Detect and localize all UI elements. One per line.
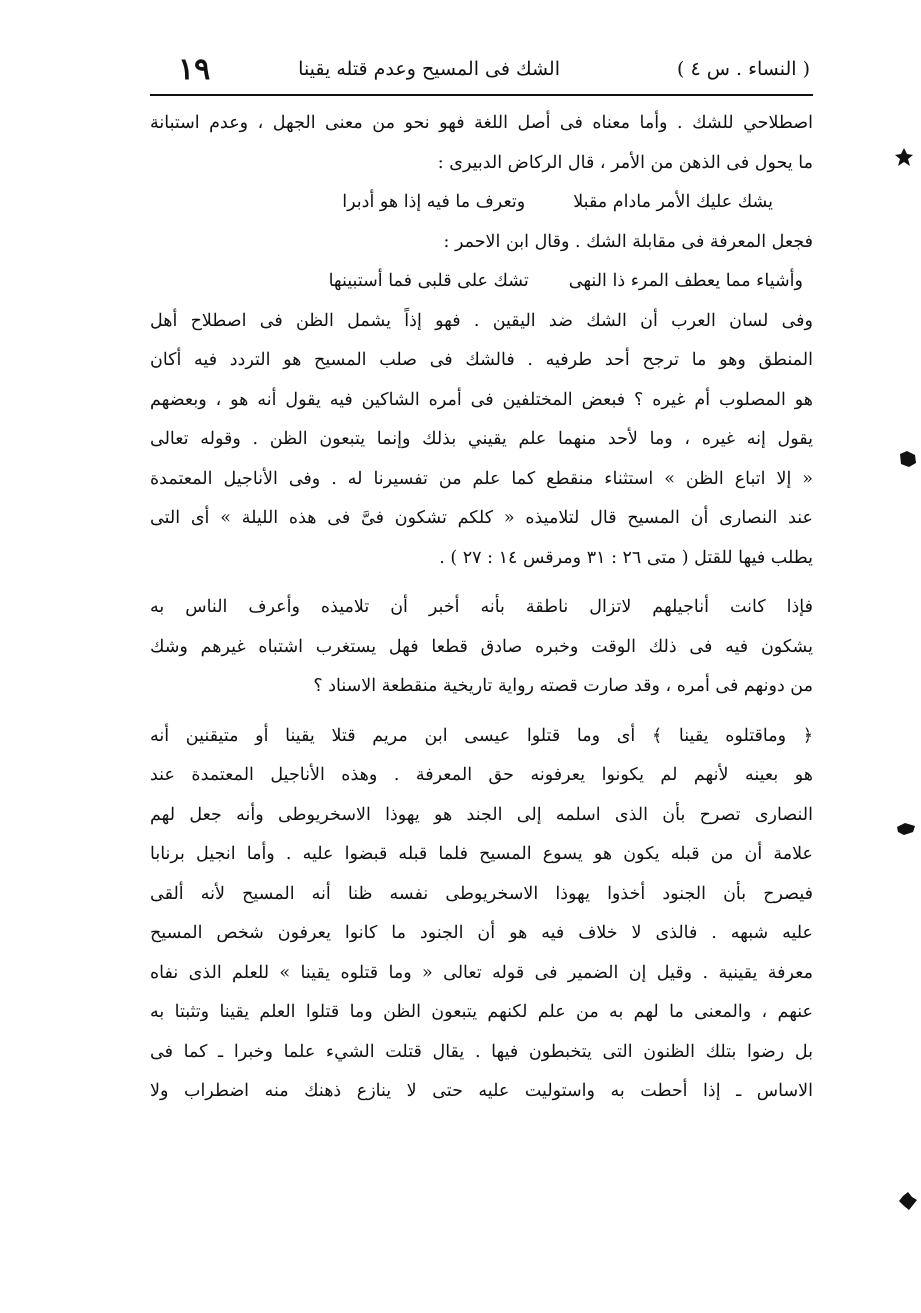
binding-hole-mark [895, 818, 917, 840]
page-number: ١٩ [178, 52, 211, 87]
running-title: الشك فى المسيح وعدم قتله يقينا [298, 58, 560, 80]
text-line: فإذا كانت أناجيلهم لاتزال ناطقة بأنه أخبر أن تلاميذه وأعرف الناس به [150, 597, 813, 617]
text-line: بل رضوا بتلك الظنون التى يتخبطون فيها . يقال قتلت الشيء علما وخبرا ـ كما فى [150, 1041, 813, 1062]
text-line: هو بعينه لأنهم لم يكونوا يعرفونه حق المعرفة . وهذه الأناجيل المعتمدة عند [150, 765, 813, 785]
binding-hole-mark [897, 448, 919, 470]
text-line: معرفة يقينية . وقيل إن الضمير فى قوله تعالى « وما قتلوه يقينا » للعلم الذى نفاه [150, 962, 813, 983]
text-line: ﴿ وماقتلوه يقينا ﴾ أى وما قتلوا عيسى ابن مريم قتلا يقينا أو متيقنين أنه [150, 725, 813, 746]
paragraph-gap [150, 707, 813, 717]
text-line: ما يحول فى الذهن من الأمر ، قال الركاض الدبيرى : [437, 152, 813, 173]
poetry-verse [150, 262, 813, 302]
text-line: يطلب فيها للقتل ( متى ٢٦ : ٣١ ومرقس ١٤ : ٢٧ ) . [439, 547, 813, 568]
text-line: عند النصارى أن المسيح قال لتلاميذه « كلكم تشكون فىَّ فى هذه الليلة » أى التى [150, 508, 813, 528]
page-body [150, 104, 813, 1112]
text-line: فجعل المعرفة فى مقابلة الشك . وقال ابن الاحمر : [443, 231, 813, 252]
chapter-reference: ( النساء . س ٤ ) [677, 58, 810, 80]
page-header [150, 52, 810, 92]
verse-hemistich: وتعرف ما فيه إذا هو أدبرا [342, 192, 526, 212]
poetry-verse [150, 183, 813, 223]
text-line: فيصرح بأن الجنود أخذوا يهوذا الاسخريوطى نفسه ظنا أنه المسيح لأنه ألقى [150, 883, 813, 904]
header-rule [150, 94, 813, 96]
text-line: المنطق وهو ما ترجح أحد طرفيه . فالشك فى صلب المسيح هو التردد فيه أكان [150, 350, 813, 370]
text-line: « إلا اتباع الظن » استثناء منقطع كما علم من تفسيرنا له . وفى الأناجيل المعتمدة [150, 468, 813, 489]
text-line: اصطلاحي للشك . وأما معناه فى أصل اللغة فهو نحو من معنى الجهل ، وعدم استبانة [150, 113, 813, 133]
binding-hole-mark [897, 1190, 919, 1212]
paragraph-gap [150, 578, 813, 588]
verse-hemistich: يشك عليك الأمر مادام مقبلا [573, 192, 773, 212]
binding-hole-mark [893, 146, 915, 168]
text-line: عليه شبهه . فالذى لا خلاف فيه هو أن الجنود ما كانوا يعرفون شخص المسيح [150, 923, 813, 943]
verse-hemistich: وأشياء مما يعطف المرء ذا النهى [568, 271, 803, 291]
text-line: علامة أن من قبله يكون هو يسوع المسيح فلما قبله قبضوا عليه . وأما انجيل برنابا [150, 844, 813, 864]
text-line: الاساس ـ إذا أحطت به واستوليت عليه حتى لا ينازع ذهنك منه اضطراب ولا [150, 1081, 813, 1101]
text-line: يشكون فيه فى ذلك الوقت وخبره صادق قطعا فهل يستغرب اشتباه غيرهم وشك [150, 636, 813, 657]
text-line: عنهم ، والمعنى ما لهم به من علم لكنهم يتبعون الظن وما قتلوا العلم يقينا وتثبتا به [150, 1002, 813, 1022]
text-line: وفى لسان العرب أن الشك ضد اليقين . فهو إذاً يشمل الظن فى اصطلاح أهل [150, 310, 813, 331]
text-line: النصارى تصرح بأن الذى اسلمه إلى الجند هو يهوذا الاسخريوطى وأنه جعل لهم [150, 804, 813, 825]
text-line: من دونهم فى أمره ، وقد صارت قصته رواية تاريخية منقطعة الاسناد ؟ [313, 676, 813, 696]
verse-hemistich: تشك على قلبى فما أستبينها [328, 271, 529, 291]
text-line: يقول إنه غيره ، وما لأحد منهما علم يقيني بذلك وإنما يتبعون الظن . وقوله تعالى [150, 429, 813, 449]
text-line: هو المصلوب أم غيره ؟ فبعض المختلفين فى أمره الشاكين فيه يقول أنه هو ، وبعضهم [150, 389, 813, 410]
